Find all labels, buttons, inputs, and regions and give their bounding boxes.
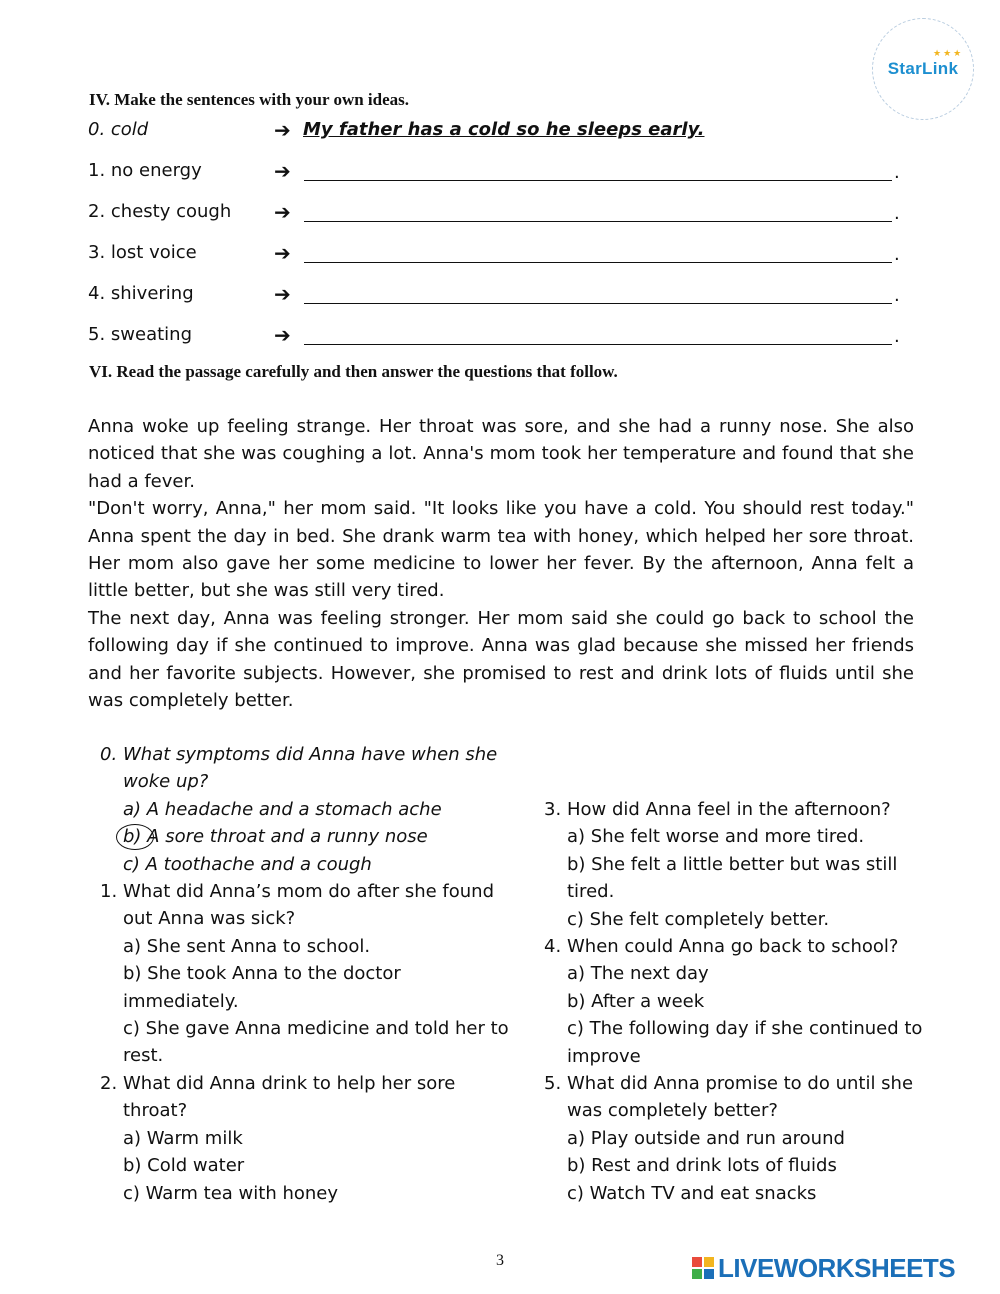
section-6-heading: VI. Read the passage carefully and then answer the questions that follow.	[89, 362, 618, 381]
option-a[interactable]: a) A headache and a stomach ache	[123, 798, 442, 820]
answer-line[interactable]	[304, 262, 892, 263]
example-answer: My father has a cold so he sleeps early.	[303, 119, 705, 140]
question-text: When could Anna go back to school?	[567, 936, 899, 958]
option-b-circled[interactable]: b) A sore throat and a runny nose	[123, 823, 518, 850]
prompt-word: 3. lost voice	[88, 242, 197, 263]
sentence-row	[88, 283, 908, 309]
answer-line[interactable]	[304, 344, 892, 345]
brand-blocks-icon	[692, 1257, 714, 1279]
line-end: .	[894, 326, 900, 347]
liveworksheets-logo	[692, 1253, 955, 1283]
prompt-word: 1. no energy	[88, 160, 202, 181]
logo-stars: ★★★	[933, 49, 964, 59]
example-word: 0. cold	[88, 119, 149, 140]
answer-line[interactable]	[304, 221, 892, 222]
passage-paragraph: "Don't worry, Anna," her mom said. "It looks like you have a cold. You should rest today." Anna spent the day in bed. She drank warm tea with honey, which helped her sore throat. Her mom also gave her some medicine to lower her fever. By the afternoon, Anna felt a little better, but she was still very tired.	[88, 498, 914, 602]
question-1	[88, 878, 518, 1070]
line-end: .	[894, 244, 900, 265]
option-b[interactable]: b) Cold water	[123, 1155, 245, 1177]
arrow-icon: ➔	[274, 241, 291, 265]
option-a[interactable]: a) She felt worse and more tired.	[567, 826, 865, 848]
passage-paragraph: The next day, Anna was feeling stronger. Her mom said she could go back to school the following day if she continued to improve. Anna was glad because she missed her friends and her favorite subjects. However, she promised to rest and drink lots of fluids until she was completely better.	[88, 607, 914, 712]
sentence-row	[88, 201, 908, 227]
option-b[interactable]: b) She felt a little better but was still tired.	[567, 853, 898, 903]
prompt-word: 4. shivering	[88, 283, 194, 304]
option-c[interactable]: c) The following day if she continued to improve	[567, 1018, 923, 1067]
starlink-logo	[872, 18, 974, 120]
answer-line[interactable]	[304, 303, 892, 304]
question-number: 2.	[100, 1072, 118, 1094]
question-number: 3.	[544, 799, 562, 820]
question-text: What did Anna promise to do until she was completely better?	[567, 1073, 914, 1122]
questions-right-column	[532, 796, 942, 1207]
arrow-icon: ➔	[274, 200, 291, 224]
question-number: 1.	[100, 881, 118, 903]
option-b[interactable]: b) She took Anna to the doctor immediately.	[123, 963, 401, 1012]
question-text: What did Anna drink to help her sore throat?	[123, 1072, 456, 1122]
reading-passage	[88, 413, 914, 714]
option-b[interactable]: b) After a week	[567, 990, 705, 1012]
prompt-word: 5. sweating	[88, 324, 192, 345]
arrow-icon: ➔	[274, 159, 291, 183]
question-5	[532, 1070, 942, 1207]
sentence-row	[88, 324, 908, 350]
sentence-row	[88, 160, 908, 186]
question-2	[88, 1070, 518, 1207]
option-b[interactable]: b) Rest and drink lots of fluids	[567, 1155, 837, 1177]
section-4-heading: IV. Make the sentences with your own ideas.	[89, 90, 410, 109]
option-c[interactable]: c) A toothache and a cough	[123, 853, 372, 875]
option-c[interactable]: c) Warm tea with honey	[123, 1182, 339, 1204]
arrow-icon: ➔	[274, 118, 291, 142]
question-text: What symptoms did Anna have when she woke up?	[123, 744, 498, 793]
line-end: .	[894, 162, 900, 183]
question-number: 0.	[100, 744, 118, 765]
example-row	[88, 119, 908, 145]
option-c[interactable]: c) She gave Anna medicine and told her to rest.	[123, 1018, 509, 1067]
brand-text: LIVEWORKSHEETS	[718, 1252, 956, 1283]
option-c[interactable]: c) Watch TV and eat snacks	[567, 1182, 817, 1204]
question-4	[532, 933, 942, 1070]
arrow-icon: ➔	[274, 323, 291, 347]
page-number: 3	[496, 1252, 504, 1269]
question-text: What did Anna’s mom do after she found out Anna was sick?	[123, 881, 495, 930]
sentence-row	[88, 242, 908, 268]
option-a[interactable]: a) Play outside and run around	[567, 1127, 845, 1149]
question-text: How did Anna feel in the afternoon?	[567, 799, 891, 820]
questions-left-column	[88, 741, 518, 1207]
question-number: 4.	[544, 936, 562, 958]
question-3	[532, 796, 942, 933]
logo-text: StarLink	[887, 59, 959, 78]
question-number: 5.	[544, 1073, 562, 1095]
arrow-icon: ➔	[274, 282, 291, 306]
line-end: .	[894, 285, 900, 306]
question-0	[88, 741, 518, 878]
option-a[interactable]: a) The next day	[567, 963, 709, 985]
option-a[interactable]: a) Warm milk	[123, 1127, 243, 1149]
passage-paragraph: Anna woke up feeling strange. Her throat was sore, and she had a runny nose. She also noticed that she was coughing a lot. Anna's mom took her temperature and found that she had a fever.	[88, 416, 914, 492]
option-a[interactable]: a) She sent Anna to school.	[123, 935, 371, 957]
answer-line[interactable]	[304, 180, 892, 181]
prompt-word: 2. chesty cough	[88, 201, 232, 222]
line-end: .	[894, 203, 900, 224]
option-c[interactable]: c) She felt completely better.	[567, 908, 830, 930]
